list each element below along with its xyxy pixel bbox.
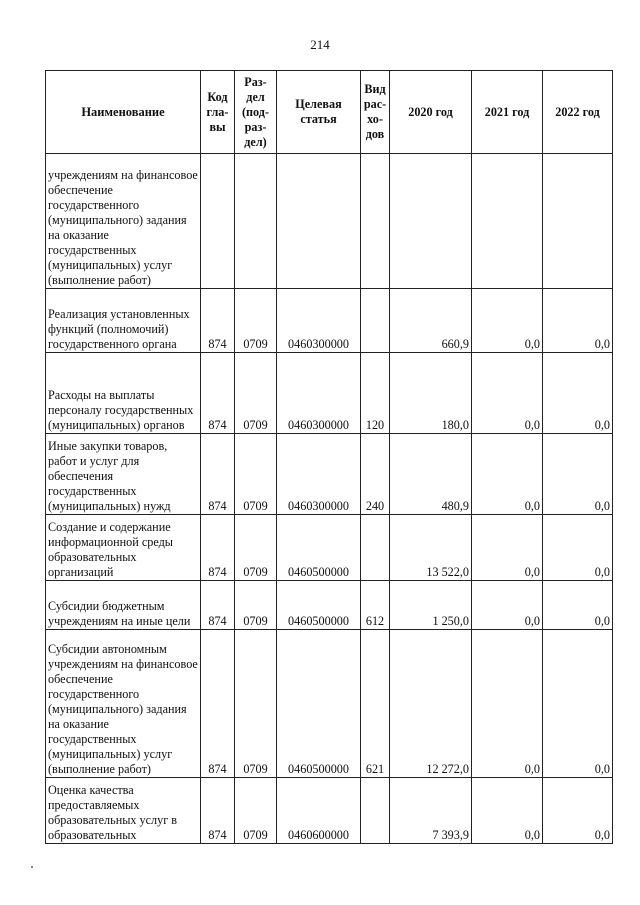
- row-name: Иные закупки товаров, работ и услуг для обеспечения государственных (муниципальных) нужд: [46, 434, 201, 515]
- row-2020: 12 272,0: [390, 630, 472, 778]
- row-expense-type: [361, 289, 390, 353]
- row-expense-type: 612: [361, 581, 390, 630]
- header-section-text: Раз- дел (под- раз- дел): [241, 74, 270, 149]
- row-name: Оценка качества предоставляемых образовательных услуг в образовательных: [46, 778, 201, 844]
- row-expense-type: [361, 778, 390, 844]
- row-target: 0460300000: [277, 353, 361, 434]
- row-2021: 0,0: [472, 515, 543, 581]
- row-2022: 0,0: [543, 434, 613, 515]
- row-expense-type: [361, 515, 390, 581]
- row-expense-type: 621: [361, 630, 390, 778]
- row-section: 0709: [235, 630, 277, 778]
- row-section: 0709: [235, 289, 277, 353]
- header-chapter-code-text: Код гла- вы: [206, 89, 229, 134]
- row-chapter-code: 874: [201, 630, 235, 778]
- row-chapter-code: [201, 154, 235, 289]
- table-row: [46, 778, 613, 844]
- table-row: [46, 581, 613, 630]
- row-2021: [472, 154, 543, 289]
- row-2020: 13 522,0: [390, 515, 472, 581]
- header-chapter-code: [201, 71, 235, 154]
- table-row: [46, 434, 613, 515]
- row-2020: 480,9: [390, 434, 472, 515]
- budget-table: [45, 70, 613, 844]
- table-row: [46, 154, 613, 289]
- row-section: [235, 154, 277, 289]
- row-2021: 0,0: [472, 353, 543, 434]
- header-2022: 2022 год: [543, 71, 613, 154]
- header-section: [235, 71, 277, 154]
- row-target: [277, 154, 361, 289]
- header-2021: 2021 год: [472, 71, 543, 154]
- row-2022: 0,0: [543, 581, 613, 630]
- row-2022: 0,0: [543, 630, 613, 778]
- row-2022: 0,0: [543, 778, 613, 844]
- table-row: [46, 289, 613, 353]
- header-expense-type: [361, 71, 390, 154]
- header-target: [277, 71, 361, 154]
- row-section: 0709: [235, 353, 277, 434]
- row-target: 0460300000: [277, 434, 361, 515]
- row-2021: 0,0: [472, 630, 543, 778]
- row-name: Реализация установленных функций (полномочий) государственного органа: [46, 289, 201, 353]
- header-target-text: Целевая статья: [295, 97, 342, 126]
- header-name: Наименование: [46, 71, 201, 154]
- row-2020: 7 393,9: [390, 778, 472, 844]
- row-2022: [543, 154, 613, 289]
- row-target: 0460600000: [277, 778, 361, 844]
- row-section: 0709: [235, 778, 277, 844]
- row-chapter-code: 874: [201, 778, 235, 844]
- row-chapter-code: 874: [201, 434, 235, 515]
- row-expense-type: [361, 154, 390, 289]
- row-2020: [390, 154, 472, 289]
- row-name: Субсидии бюджетным учреждениям на иные цели: [46, 581, 201, 630]
- row-target: 0460500000: [277, 581, 361, 630]
- table-row: [46, 515, 613, 581]
- row-2020: 180,0: [390, 353, 472, 434]
- row-target: 0460500000: [277, 630, 361, 778]
- row-2021: 0,0: [472, 289, 543, 353]
- row-2020: 660,9: [390, 289, 472, 353]
- row-2022: 0,0: [543, 353, 613, 434]
- row-name: Создание и содержание информационной среды образовательных организаций: [46, 515, 201, 581]
- row-expense-type: 240: [361, 434, 390, 515]
- row-section: 0709: [235, 434, 277, 515]
- row-target: 0460500000: [277, 515, 361, 581]
- row-expense-type: 120: [361, 353, 390, 434]
- row-section: 0709: [235, 581, 277, 630]
- row-2020: 1 250,0: [390, 581, 472, 630]
- row-chapter-code: 874: [201, 353, 235, 434]
- header-expense-type-text: Вид рас- хо- дов: [363, 82, 387, 141]
- row-2021: 0,0: [472, 434, 543, 515]
- table-row: [46, 353, 613, 434]
- row-name: Субсидии автономным учреждениям на финансовое обеспечение государственного (муниципального) задания на оказание государственных (муниципальных) услуг (выполнение работ): [46, 630, 201, 778]
- row-2021: 0,0: [472, 778, 543, 844]
- row-chapter-code: 874: [201, 581, 235, 630]
- row-name: учреждениям на финансовое обеспечение государственного (муниципального) задания на оказание государственных (муниципальных) услуг (выполнение работ): [46, 154, 201, 289]
- table-row: [46, 630, 613, 778]
- header-2020: 2020 год: [390, 71, 472, 154]
- row-2021: 0,0: [472, 581, 543, 630]
- page-number: 214: [310, 37, 330, 52]
- row-2022: 0,0: [543, 289, 613, 353]
- row-chapter-code: 874: [201, 289, 235, 353]
- scan-mark: [31, 866, 33, 868]
- row-chapter-code: 874: [201, 515, 235, 581]
- row-name: Расходы на выплаты персоналу государственных (муниципальных) органов: [46, 353, 201, 434]
- header-row: [46, 71, 613, 154]
- row-section: 0709: [235, 515, 277, 581]
- row-2022: 0,0: [543, 515, 613, 581]
- row-target: 0460300000: [277, 289, 361, 353]
